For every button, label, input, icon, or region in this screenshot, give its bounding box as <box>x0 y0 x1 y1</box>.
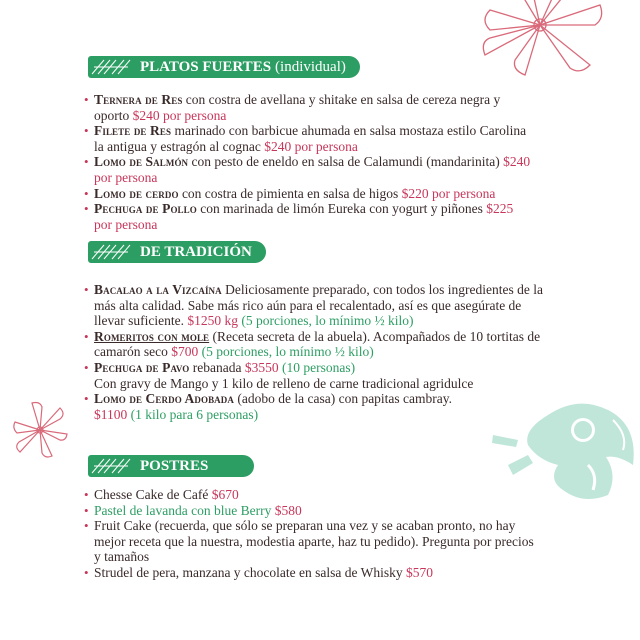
section-title: PLATOS FUERTES (individual) <box>134 56 360 78</box>
star-anise-icon <box>10 400 70 460</box>
list-item: • Pechuga de Pavo rebanada $3550 (10 personas) Con gravy de Mango y 1 kilo de relleno de carne tradicional agridulce <box>84 360 544 391</box>
tradicion-list <box>84 282 544 422</box>
leaf-pattern-icon <box>88 56 134 78</box>
section-header-postres <box>88 455 254 477</box>
section-title: POSTRES <box>134 455 254 477</box>
list-item: • Pastel de lavanda con blue Berry $580 <box>84 503 534 519</box>
platos-list <box>84 92 534 232</box>
list-item: • Chesse Cake de Café $670 <box>84 487 534 503</box>
list-item: • Strudel de pera, manzana y chocolate en salsa de Whisky $570 <box>84 565 534 581</box>
section-header-tradicion <box>88 241 266 263</box>
list-item: • Ternera de Res con costra de avellana y shitake en salsa de cereza negra y oporto $240 por persona <box>84 92 534 123</box>
list-item: • Filete de Res marinado con barbicue ahumada en salsa mostaza estilo Carolina la antigua y estragón al cognac $240 por persona <box>84 123 534 154</box>
list-item: • Pechuga de Pollo con marinada de limón Eureka con yogurt y piñones $225 por persona <box>84 201 534 232</box>
list-item: • Lomo de cerdo con costra de pimienta en salsa de higos $220 por persona <box>84 186 534 202</box>
section-header-platos <box>88 56 360 78</box>
list-item: • Romeritos con mole (Receta secreta de la abuela). Acompañados de 10 tortitas de camarón seco $700 (5 porciones, lo mínimo ½ kilo) <box>84 329 544 360</box>
list-item: • Lomo de Salmón con pesto de eneldo en salsa de Calamundi (mandarinita) $240 por persona <box>84 154 534 185</box>
leaf-pattern-icon <box>88 241 134 263</box>
star-anise-icon <box>470 0 610 80</box>
leaf-pattern-icon <box>88 455 134 477</box>
list-item: • Fruit Cake (recuerda, que sólo se preparan una vez y se acaban pronto, no hay mejor receta que la nuestra, modestia aparte, haz tu pedido). Pregunta por precios y tamaños <box>84 518 534 565</box>
section-title: DE TRADICIÓN <box>134 241 266 263</box>
postres-list <box>84 487 534 581</box>
list-item: • Lomo de Cerdo Adobada (adobo de la casa) con papitas cambray. $1100 (1 kilo para 6 personas) <box>84 391 544 422</box>
list-item: • Bacalao a la Vizcaína Deliciosamente preparado, con todos los ingredientes de la más alta calidad. Sabe más rico aún para el recalentado, así es que asegúrate de llevar suficiente. $1250 kg (5 porciones, lo mínimo ½ kilo) <box>84 282 544 329</box>
